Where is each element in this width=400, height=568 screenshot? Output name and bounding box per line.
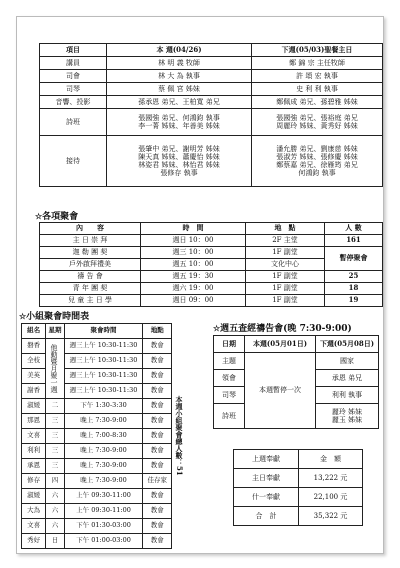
sg-place: 教會 (143, 354, 172, 369)
sg-place: 教會 (143, 369, 172, 384)
sg-row (22, 429, 194, 444)
meeting-time: 週日 10：00 (141, 235, 246, 247)
sg-time: 週三上午 10:30-11:30 (64, 384, 142, 399)
meeting-name: 禱 告 會 (40, 271, 141, 283)
sg-time: 晚上 7:30-9:00 (64, 444, 142, 459)
meeting-name: 主 日 崇 拜 (40, 235, 141, 247)
bulletin-page (16, 16, 384, 554)
meeting-place: 1F 副堂 (246, 295, 325, 307)
sg-place: 教會 (143, 519, 172, 534)
meeting-time: 週五 10：00 (141, 259, 246, 271)
sg-day: 六 (46, 489, 65, 504)
prayer-meeting-table (213, 335, 379, 429)
offering-table (233, 449, 363, 526)
sg-header: 聚會時間 (64, 324, 142, 339)
prayer-next-week (316, 404, 379, 429)
meeting-row (40, 271, 383, 283)
prayer-label: 司琴 (214, 387, 245, 404)
meeting-place: 文化中心 (246, 259, 325, 271)
prayer-row (214, 353, 379, 370)
meeting-name: 迦 勒 團 契 (40, 247, 141, 259)
sg-merged-day-text: 他動暨月聚一週 (49, 344, 58, 393)
paused-note: 暫停聚會 (325, 247, 383, 271)
meeting-row (40, 283, 383, 295)
meeting-time: 週六 19：00 (141, 283, 246, 295)
meeting-place: 1F 副堂 (246, 271, 325, 283)
sg-name: 淑媛 (22, 399, 46, 414)
roster-cell: 許 頌 宏 執事 (252, 70, 383, 83)
sg-time: 週三上午 10:30-11:30 (64, 354, 142, 369)
sg-time: 週三上午 10:30-11:30 (64, 339, 142, 354)
sg-place: 教會 (143, 504, 172, 519)
prayer-title-text: 週五查經禱告會(晚 7:30-9:00) (220, 324, 352, 334)
sg-name: 磐香 (22, 339, 46, 354)
meeting-time: 週日 09：00 (141, 295, 246, 307)
meeting-count: 18 (325, 283, 383, 295)
sg-name: 全枝 (22, 354, 46, 369)
choir-line: 張國強 弟兄、張裕庭 弟兄 (276, 113, 358, 122)
meeting-count: 161 (325, 235, 383, 247)
meeting-row (40, 247, 383, 259)
sg-place: 教會 (143, 534, 172, 549)
sg-day: 四 (46, 474, 65, 489)
sg-header: 星期 (46, 324, 65, 339)
reception-line: 何鴻鈞 執事 (298, 169, 336, 178)
prayer-header-row (214, 336, 379, 353)
offering-label: 什一奉獻 (234, 488, 299, 507)
sg-time: 晚上 7:30-9:00 (64, 474, 142, 489)
sg-time: 下午 1:30-3:30 (64, 399, 142, 414)
sg-day: 日 (46, 534, 65, 549)
meeting-row (40, 235, 383, 247)
sg-day: 六 (46, 519, 65, 534)
sg-header: 地點 (143, 324, 172, 339)
roster-label: 接待 (40, 136, 107, 187)
reception-line: 陳天真 姊妹、蕭慶怡 姊妹 (138, 152, 220, 161)
meetings-header: 人 數 (325, 223, 383, 235)
sg-row (22, 459, 194, 474)
sg-place: 教會 (143, 459, 172, 474)
meeting-name: 兒 童 主 日 學 (40, 295, 141, 307)
sg-time: 上午 09:30-11:00 (64, 489, 142, 504)
sg-row (22, 339, 194, 354)
prayer-header: 日期 (214, 336, 245, 353)
roster-row-host (40, 70, 383, 83)
star-icon: ☆ (35, 211, 43, 221)
reception-line: 潘允勝 弟兄、劉康慈 姊妹 (276, 144, 358, 153)
offering-header: 上週奉獻 (234, 450, 299, 469)
roster-row-speaker (40, 57, 383, 70)
prayer-next-week: 國家 (316, 353, 379, 370)
prayer-this-week: 本週暫停一次 (245, 353, 316, 429)
sg-row (22, 474, 194, 489)
offering-amount: 22,100 元 (299, 488, 363, 507)
sg-day: 三 (46, 444, 65, 459)
sg-row (22, 489, 194, 504)
sg-time: 下午 01:00-03:00 (64, 534, 142, 549)
offering-header: 金 額 (299, 450, 363, 469)
sg-name: 文喜 (22, 429, 46, 444)
roster-label: 詩班 (40, 109, 107, 136)
sg-side-note-cell (172, 324, 193, 549)
service-roster-table (39, 43, 383, 187)
sg-name: 利利 (22, 444, 46, 459)
sg-place: 教會 (143, 444, 172, 459)
meeting-place: 1F 副堂 (246, 283, 325, 295)
prayer-header: 下週(05月08日) (316, 336, 379, 353)
roster-row-sound (40, 96, 383, 109)
prayer-choir-line: 麗玉 姊妹 (331, 416, 363, 424)
meeting-time: 週五 19：30 (141, 271, 246, 283)
prayer-next-week: 承恩 弟兄 (316, 370, 379, 387)
sg-time: 晚上 7:30-9:00 (64, 459, 142, 474)
sg-time: 下午 01:30-03:00 (64, 519, 142, 534)
sg-place: 佳存家 (143, 474, 172, 489)
roster-header-item: 項目 (40, 44, 107, 57)
roster-header-row (40, 44, 383, 57)
sg-day: 三 (46, 414, 65, 429)
meeting-place: 1F 副堂 (246, 247, 325, 259)
prayer-label: 領會 (214, 370, 245, 387)
roster-header-this-week: 本 週(04/26) (107, 44, 252, 57)
meeting-time: 週三 10：00 (141, 247, 246, 259)
meetings-header: 內 容 (40, 223, 141, 235)
sg-name: 大為 (22, 504, 46, 519)
roster-row-piano (40, 83, 383, 96)
sg-time: 上午 09:30-11:00 (64, 504, 142, 519)
small-groups-header-row (22, 324, 194, 339)
sg-side-note: 本週小組聚會總人數：51 (174, 396, 184, 476)
roster-cell (252, 136, 383, 187)
offering-row (234, 469, 363, 488)
roster-label: 司會 (40, 70, 107, 83)
roster-row-reception (40, 136, 383, 187)
sg-day: 二 (46, 399, 65, 414)
reception-line: 鄭蔡嘉 弟兄、徐雁筠 弟兄 (276, 161, 358, 169)
roster-cell (107, 136, 252, 187)
meeting-count: 25 (325, 271, 383, 283)
roster-label: 講員 (40, 57, 107, 70)
offering-label: 合 計 (234, 507, 299, 526)
sg-place: 教會 (143, 339, 172, 354)
sg-name: 謝香 (22, 384, 46, 399)
meeting-name: 戶外啟拜禮美 (40, 259, 141, 271)
star-icon: ☆ (213, 323, 221, 333)
sg-place: 教會 (143, 429, 172, 444)
choir-line: 周麗玲 姊妹、黃秀好 姊妹 (276, 122, 358, 130)
roster-cell: 史 利 利 執事 (252, 83, 383, 96)
star-icon: ☆ (19, 311, 27, 321)
sg-name: 修存 (22, 474, 46, 489)
choir-line: 李一菁 姊妹、年善美 姊妹 (138, 122, 220, 130)
sg-row (22, 519, 194, 534)
meetings-title (35, 209, 78, 222)
prayer-header: 本週(05月01日) (245, 336, 316, 353)
sg-name: 秀好 (22, 534, 46, 549)
sg-day: 三 (46, 459, 65, 474)
small-groups-table (21, 323, 193, 549)
sg-place: 教會 (143, 384, 172, 399)
meeting-place: 2F 主堂 (246, 235, 325, 247)
small-groups-title-text: 小組聚會時間表 (26, 312, 90, 322)
sg-row (22, 399, 194, 414)
sg-row (22, 504, 194, 519)
roster-row-choir (40, 109, 383, 136)
roster-cell: 鄭 錦 宗 主任牧師 (252, 57, 383, 70)
prayer-label: 詩班 (214, 404, 245, 429)
sg-row (22, 444, 194, 459)
sg-name: 文喜 (22, 519, 46, 534)
meetings-header: 時 間 (141, 223, 246, 235)
sg-name: 淑媛 (22, 489, 46, 504)
meetings-table (39, 222, 383, 307)
offering-label: 主日奉獻 (234, 469, 299, 488)
small-groups-title (19, 309, 89, 322)
prayer-label: 主題 (214, 353, 245, 370)
meetings-header: 地 點 (246, 223, 325, 235)
roster-header-next-week: 下週(05/03)聖餐主日 (252, 44, 383, 57)
meeting-row (40, 295, 383, 307)
prayer-title (213, 321, 352, 334)
sg-day: 六 (46, 504, 65, 519)
prayer-choir-line: 麗玲 姊妹 (331, 407, 363, 416)
roster-cell (252, 109, 383, 136)
sg-day: 三 (46, 429, 65, 444)
roster-label: 音響、投影 (40, 96, 107, 109)
offering-row (234, 488, 363, 507)
reception-line: 張修存 執事 (160, 169, 198, 178)
sg-name: 美英 (22, 369, 46, 384)
sg-place: 教會 (143, 489, 172, 504)
prayer-next-week: 利利 執事 (316, 387, 379, 404)
roster-cell: 鄭佩成 弟兄、孫碧雅 姊妹 (252, 96, 383, 109)
offering-amount: 35,322 元 (299, 507, 363, 526)
offering-row (234, 507, 363, 526)
sg-row (22, 414, 194, 429)
meetings-header-row (40, 223, 383, 235)
roster-cell (107, 109, 252, 136)
reception-line: 林姿君 姊妹、林怡君 姊妹 (138, 161, 220, 169)
reception-line: 張淑芳 姊妹、張修慶 姊妹 (276, 152, 358, 161)
sg-header: 組名 (22, 324, 46, 339)
meeting-count: 19 (325, 295, 383, 307)
roster-cell: 蔡 佩 宮 姊妹 (107, 83, 252, 96)
sg-place: 教會 (143, 399, 172, 414)
sg-row (22, 534, 194, 549)
meeting-name: 青 年 團 契 (40, 283, 141, 295)
sg-name: 那恩 (22, 414, 46, 429)
roster-cell: 孫承恩 弟兄、王柏寬 弟兄 (107, 96, 252, 109)
sg-time: 晚上 7:00-8:30 (64, 429, 142, 444)
reception-line: 張肇中 弟兄、謝明芳 姊妹 (138, 144, 220, 153)
roster-cell: 林 明 義 牧師 (107, 57, 252, 70)
offering-header-row (234, 450, 363, 469)
roster-cell: 林 大 為 執事 (107, 70, 252, 83)
choir-line: 張國強 弟兄、何鴻鈞 執事 (138, 113, 220, 122)
sg-name: 承恩 (22, 459, 46, 474)
sg-time: 晚上 7:30-9:00 (64, 414, 142, 429)
offering-amount: 13,222 元 (299, 469, 363, 488)
sg-merged-day (46, 339, 65, 399)
sg-place: 教會 (143, 414, 172, 429)
roster-label: 司琴 (40, 83, 107, 96)
meetings-title-text: 各項聚會 (42, 212, 79, 222)
sg-time: 週三上午 10:30-11:30 (64, 369, 142, 384)
